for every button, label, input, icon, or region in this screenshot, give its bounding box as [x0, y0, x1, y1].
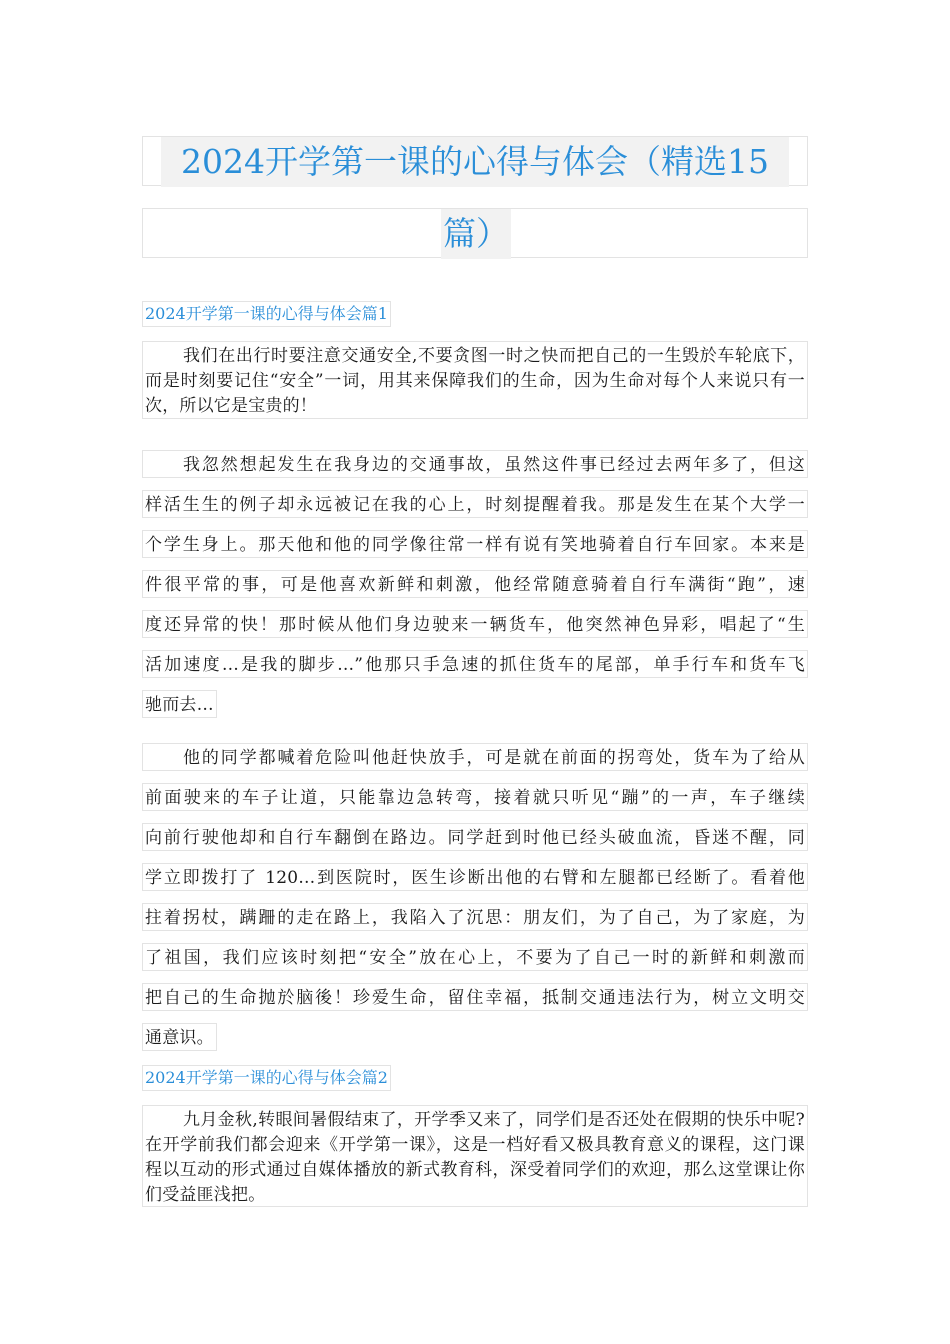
paragraph-line: 拄着拐杖，蹒跚的走在路上，我陷入了沉思：朋友们，为了自己，为了家庭，为: [142, 897, 808, 937]
paragraph-4: 九月金秋,转眼间暑假结束了，开学季又来了，同学们是否还处在假期的快乐中呢?在开学前我们都会迎来《开学第一课》，这是一档好看又极具教育意义的课程，这门课程以互动的形式通过自媒体播放的新式教育科，深受着同学们的欢迎，那么这堂课让你们受益匪浅把。: [142, 1105, 808, 1207]
paragraph-line: 度还异常的快！那时候从他们身边驶来一辆货车，他突然神色异彩，唱起了“生: [142, 604, 808, 644]
paragraph-line: 驰而去…: [142, 684, 808, 724]
paragraph-line: 他的同学都喊着危险叫他赶快放手，可是就在前面的拐弯处，货车为了给从: [142, 737, 808, 777]
paragraph-line: 了祖国，我们应该时刻把“安全”放在心上，不要为了自己一时的新鲜和刺激而: [142, 937, 808, 977]
paragraph-line: 把自己的生命抛於脑後！珍爱生命，留住幸福，抵制交通违法行为，树立文明交: [142, 977, 808, 1017]
section-heading-1: 2024开学第一课的心得与体会篇1: [142, 301, 391, 327]
paragraph-line: 活加速度…是我的脚步…”他那只手急速的抓住货车的尾部，单手行车和货车飞: [142, 644, 808, 684]
title-line-2-box: [142, 208, 808, 258]
paragraph-line: 个学生身上。那天他和他的同学像往常一样有说有笑地骑着自行车回家。本来是: [142, 524, 808, 564]
paragraph-line: 我忽然想起发生在我身边的交通事故，虽然这件事已经过去两年多了，但这: [142, 444, 808, 484]
section-heading-2: 2024开学第一课的心得与体会篇2: [142, 1065, 391, 1091]
paragraph-3: [142, 737, 808, 1057]
paragraph-line: 学立即拨打了 120…到医院时，医生诊断出他的右臂和左腿都已经断了。看着他: [142, 857, 808, 897]
document-title-line-1: 2024开学第一课的心得与体会（精选15: [161, 137, 789, 187]
title-line-1-box: [142, 136, 808, 186]
paragraph-line: 样活生生的例子却永远被记在我的心上，时刻提醒着我。那是发生在某个大学一: [142, 484, 808, 524]
paragraph-1: 我们在出行时要注意交通安全,不要贪图一时之快而把自己的一生毁於车轮底下，而是时刻要记住“安全”一词，用其来保障我们的生命，因为生命对每个人来说只有一次，所以它是宝贵的！: [142, 341, 808, 419]
paragraph-line: 件很平常的事，可是他喜欢新鲜和刺激，他经常随意骑着自行车满街“跑”，速: [142, 564, 808, 604]
paragraph-line: 向前行驶他却和自行车翻倒在路边。同学赶到时他已经头破血流，昏迷不醒，同: [142, 817, 808, 857]
paragraph-line: 前面驶来的车子让道，只能靠边急转弯，接着就只听见“蹦”的一声，车子继续: [142, 777, 808, 817]
paragraph-line: 通意识。: [142, 1017, 808, 1057]
paragraph-2: [142, 444, 808, 724]
document-title-line-2: 篇）: [441, 209, 511, 259]
